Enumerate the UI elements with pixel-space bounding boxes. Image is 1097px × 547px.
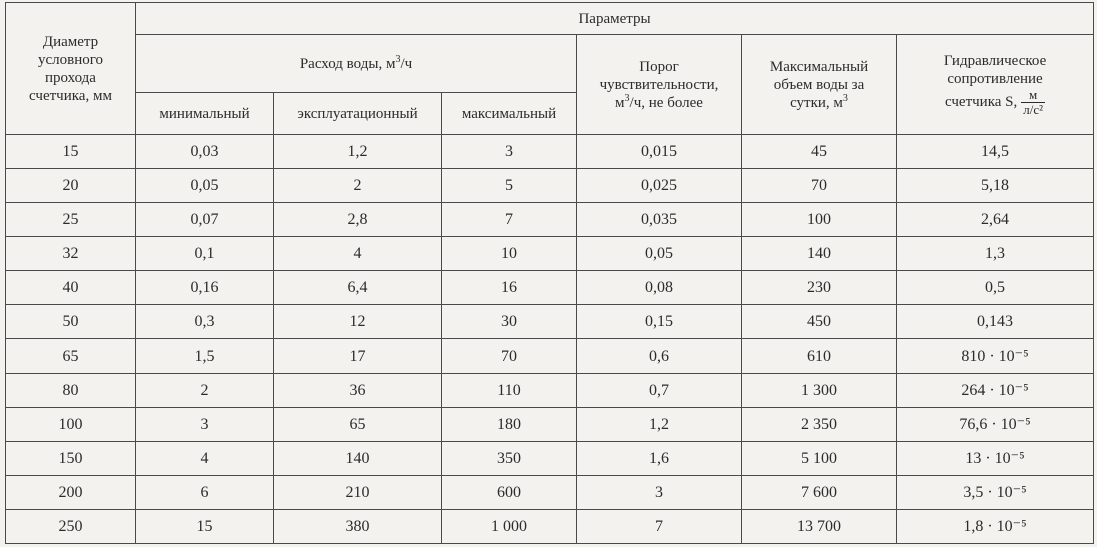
hydraulic-resistance-cell: 76,6 · 10⁻⁵ bbox=[897, 407, 1094, 441]
operational-flow-cell: 12 bbox=[274, 305, 442, 339]
max-flow-header: максимальный bbox=[442, 93, 577, 135]
table-row bbox=[6, 339, 1094, 373]
units-fraction: $\frac{м}{\text{л/с²}}$ bbox=[1023, 87, 1044, 117]
hydraulic-resistance-cell: 2,64 bbox=[897, 203, 1094, 237]
table-row bbox=[6, 237, 1094, 271]
operational-flow-cell: 17 bbox=[274, 339, 442, 373]
min-flow-cell: 1,5 bbox=[136, 339, 274, 373]
table-row bbox=[6, 373, 1094, 407]
hydraulic-resistance-cell: 1,3 bbox=[897, 237, 1094, 271]
sensitivity-threshold-cell: 0,6 bbox=[577, 339, 742, 373]
min-flow-cell: 0,03 bbox=[136, 135, 274, 169]
table-header bbox=[6, 3, 1094, 135]
table-row bbox=[6, 407, 1094, 441]
sensitivity-threshold-cell: 0,05 bbox=[577, 237, 742, 271]
max-flow-cell: 7 bbox=[442, 203, 577, 237]
operational-flow-cell: 210 bbox=[274, 475, 442, 509]
min-flow-header: минимальный bbox=[136, 93, 274, 135]
operational-flow-cell: 1,2 bbox=[274, 135, 442, 169]
sensitivity-threshold-cell: 0,025 bbox=[577, 169, 742, 203]
min-flow-cell: 4 bbox=[136, 441, 274, 475]
hydraulic-resistance-cell: 1,8 · 10⁻⁵ bbox=[897, 509, 1094, 543]
max-daily-volume-cell: 70 bbox=[742, 169, 897, 203]
max-flow-cell: 600 bbox=[442, 475, 577, 509]
min-flow-cell: 0,1 bbox=[136, 237, 274, 271]
max-flow-cell: 70 bbox=[442, 339, 577, 373]
operational-flow-cell: 140 bbox=[274, 441, 442, 475]
sensitivity-threshold-cell: 3 bbox=[577, 475, 742, 509]
max-flow-cell: 5 bbox=[442, 169, 577, 203]
water-meter-parameters-table bbox=[5, 2, 1094, 544]
diameter-cell: 32 bbox=[6, 237, 136, 271]
table-row bbox=[6, 509, 1094, 543]
hydraulic-resistance-cell: 0,5 bbox=[897, 271, 1094, 305]
operational-flow-cell: 2 bbox=[274, 169, 442, 203]
operational-flow-cell: 380 bbox=[274, 509, 442, 543]
hydraulic-resistance-header: Гидравлическое сопротивление счетчика S, $\frac{м}{\text{л/с²}}$ bbox=[897, 35, 1094, 135]
min-flow-cell: 2 bbox=[136, 373, 274, 407]
max-daily-volume-cell: 2 350 bbox=[742, 407, 897, 441]
max-flow-cell: 3 bbox=[442, 135, 577, 169]
diameter-cell: 25 bbox=[6, 203, 136, 237]
max-daily-volume-cell: 230 bbox=[742, 271, 897, 305]
sensitivity-threshold-cell: 1,6 bbox=[577, 441, 742, 475]
max-daily-volume-cell: 450 bbox=[742, 305, 897, 339]
hydraulic-resistance-cell: 810 · 10⁻⁵ bbox=[897, 339, 1094, 373]
min-flow-cell: 0,07 bbox=[136, 203, 274, 237]
max-daily-volume-header: Максимальный объем воды за сутки, $м^3$ bbox=[742, 35, 897, 135]
max-daily-volume-cell: 140 bbox=[742, 237, 897, 271]
operational-flow-cell: 2,8 bbox=[274, 203, 442, 237]
table-row bbox=[6, 135, 1094, 169]
max-daily-volume-cell: 610 bbox=[742, 339, 897, 373]
diameter-cell: 65 bbox=[6, 339, 136, 373]
max-daily-volume-cell: 13 700 bbox=[742, 509, 897, 543]
table-row bbox=[6, 475, 1094, 509]
hydraulic-resistance-cell: 3,5 · 10⁻⁵ bbox=[897, 475, 1094, 509]
sensitivity-threshold-cell: 0,015 bbox=[577, 135, 742, 169]
hydraulic-resistance-cell: 264 · 10⁻⁵ bbox=[897, 373, 1094, 407]
min-flow-cell: 0,16 bbox=[136, 271, 274, 305]
min-flow-cell: 0,3 bbox=[136, 305, 274, 339]
sensitivity-threshold-cell: 0,035 bbox=[577, 203, 742, 237]
sensitivity-threshold-cell: 0,7 bbox=[577, 373, 742, 407]
hydraulic-resistance-cell: 14,5 bbox=[897, 135, 1094, 169]
table-row bbox=[6, 441, 1094, 475]
sensitivity-threshold-header: Порог чувствительности, $м^3/ч$, не более bbox=[577, 35, 742, 135]
diameter-cell: 20 bbox=[6, 169, 136, 203]
diameter-cell: 100 bbox=[6, 407, 136, 441]
sensitivity-threshold-cell: 1,2 bbox=[577, 407, 742, 441]
hydraulic-resistance-cell: 0,143 bbox=[897, 305, 1094, 339]
max-flow-cell: 110 bbox=[442, 373, 577, 407]
water-flow-header: Расход воды, $м^3/ч$ bbox=[136, 35, 577, 93]
operational-flow-cell: 6,4 bbox=[274, 271, 442, 305]
max-flow-cell: 350 bbox=[442, 441, 577, 475]
operational-flow-cell: 65 bbox=[274, 407, 442, 441]
max-daily-volume-cell: 1 300 bbox=[742, 373, 897, 407]
diameter-cell: 50 bbox=[6, 305, 136, 339]
diameter-header: Диаметр условного прохода счетчика, мм bbox=[6, 3, 136, 135]
table-row bbox=[6, 271, 1094, 305]
min-flow-cell: 3 bbox=[136, 407, 274, 441]
max-flow-cell: 10 bbox=[442, 237, 577, 271]
max-daily-volume-cell: 100 bbox=[742, 203, 897, 237]
operational-flow-cell: 4 bbox=[274, 237, 442, 271]
table-row bbox=[6, 203, 1094, 237]
table-row bbox=[6, 305, 1094, 339]
operational-flow-header: эксплуатационный bbox=[274, 93, 442, 135]
max-flow-cell: 16 bbox=[442, 271, 577, 305]
max-daily-volume-cell: 45 bbox=[742, 135, 897, 169]
diameter-cell: 15 bbox=[6, 135, 136, 169]
diameter-cell: 80 bbox=[6, 373, 136, 407]
max-flow-cell: 180 bbox=[442, 407, 577, 441]
diameter-cell: 150 bbox=[6, 441, 136, 475]
max-daily-volume-cell: 5 100 bbox=[742, 441, 897, 475]
hydraulic-resistance-cell: 13 · 10⁻⁵ bbox=[897, 441, 1094, 475]
sensitivity-threshold-cell: 7 bbox=[577, 509, 742, 543]
hydraulic-resistance-cell: 5,18 bbox=[897, 169, 1094, 203]
diameter-cell: 250 bbox=[6, 509, 136, 543]
diameter-cell: 40 bbox=[6, 271, 136, 305]
sensitivity-threshold-cell: 0,08 bbox=[577, 271, 742, 305]
max-flow-cell: 1 000 bbox=[442, 509, 577, 543]
operational-flow-cell: 36 bbox=[274, 373, 442, 407]
max-flow-cell: 30 bbox=[442, 305, 577, 339]
max-daily-volume-cell: 7 600 bbox=[742, 475, 897, 509]
sensitivity-threshold-cell: 0,15 bbox=[577, 305, 742, 339]
min-flow-cell: 6 bbox=[136, 475, 274, 509]
min-flow-cell: 15 bbox=[136, 509, 274, 543]
table-body bbox=[6, 135, 1094, 544]
diameter-cell: 200 bbox=[6, 475, 136, 509]
parameters-header: Параметры bbox=[136, 3, 1094, 35]
min-flow-cell: 0,05 bbox=[136, 169, 274, 203]
table-row bbox=[6, 169, 1094, 203]
